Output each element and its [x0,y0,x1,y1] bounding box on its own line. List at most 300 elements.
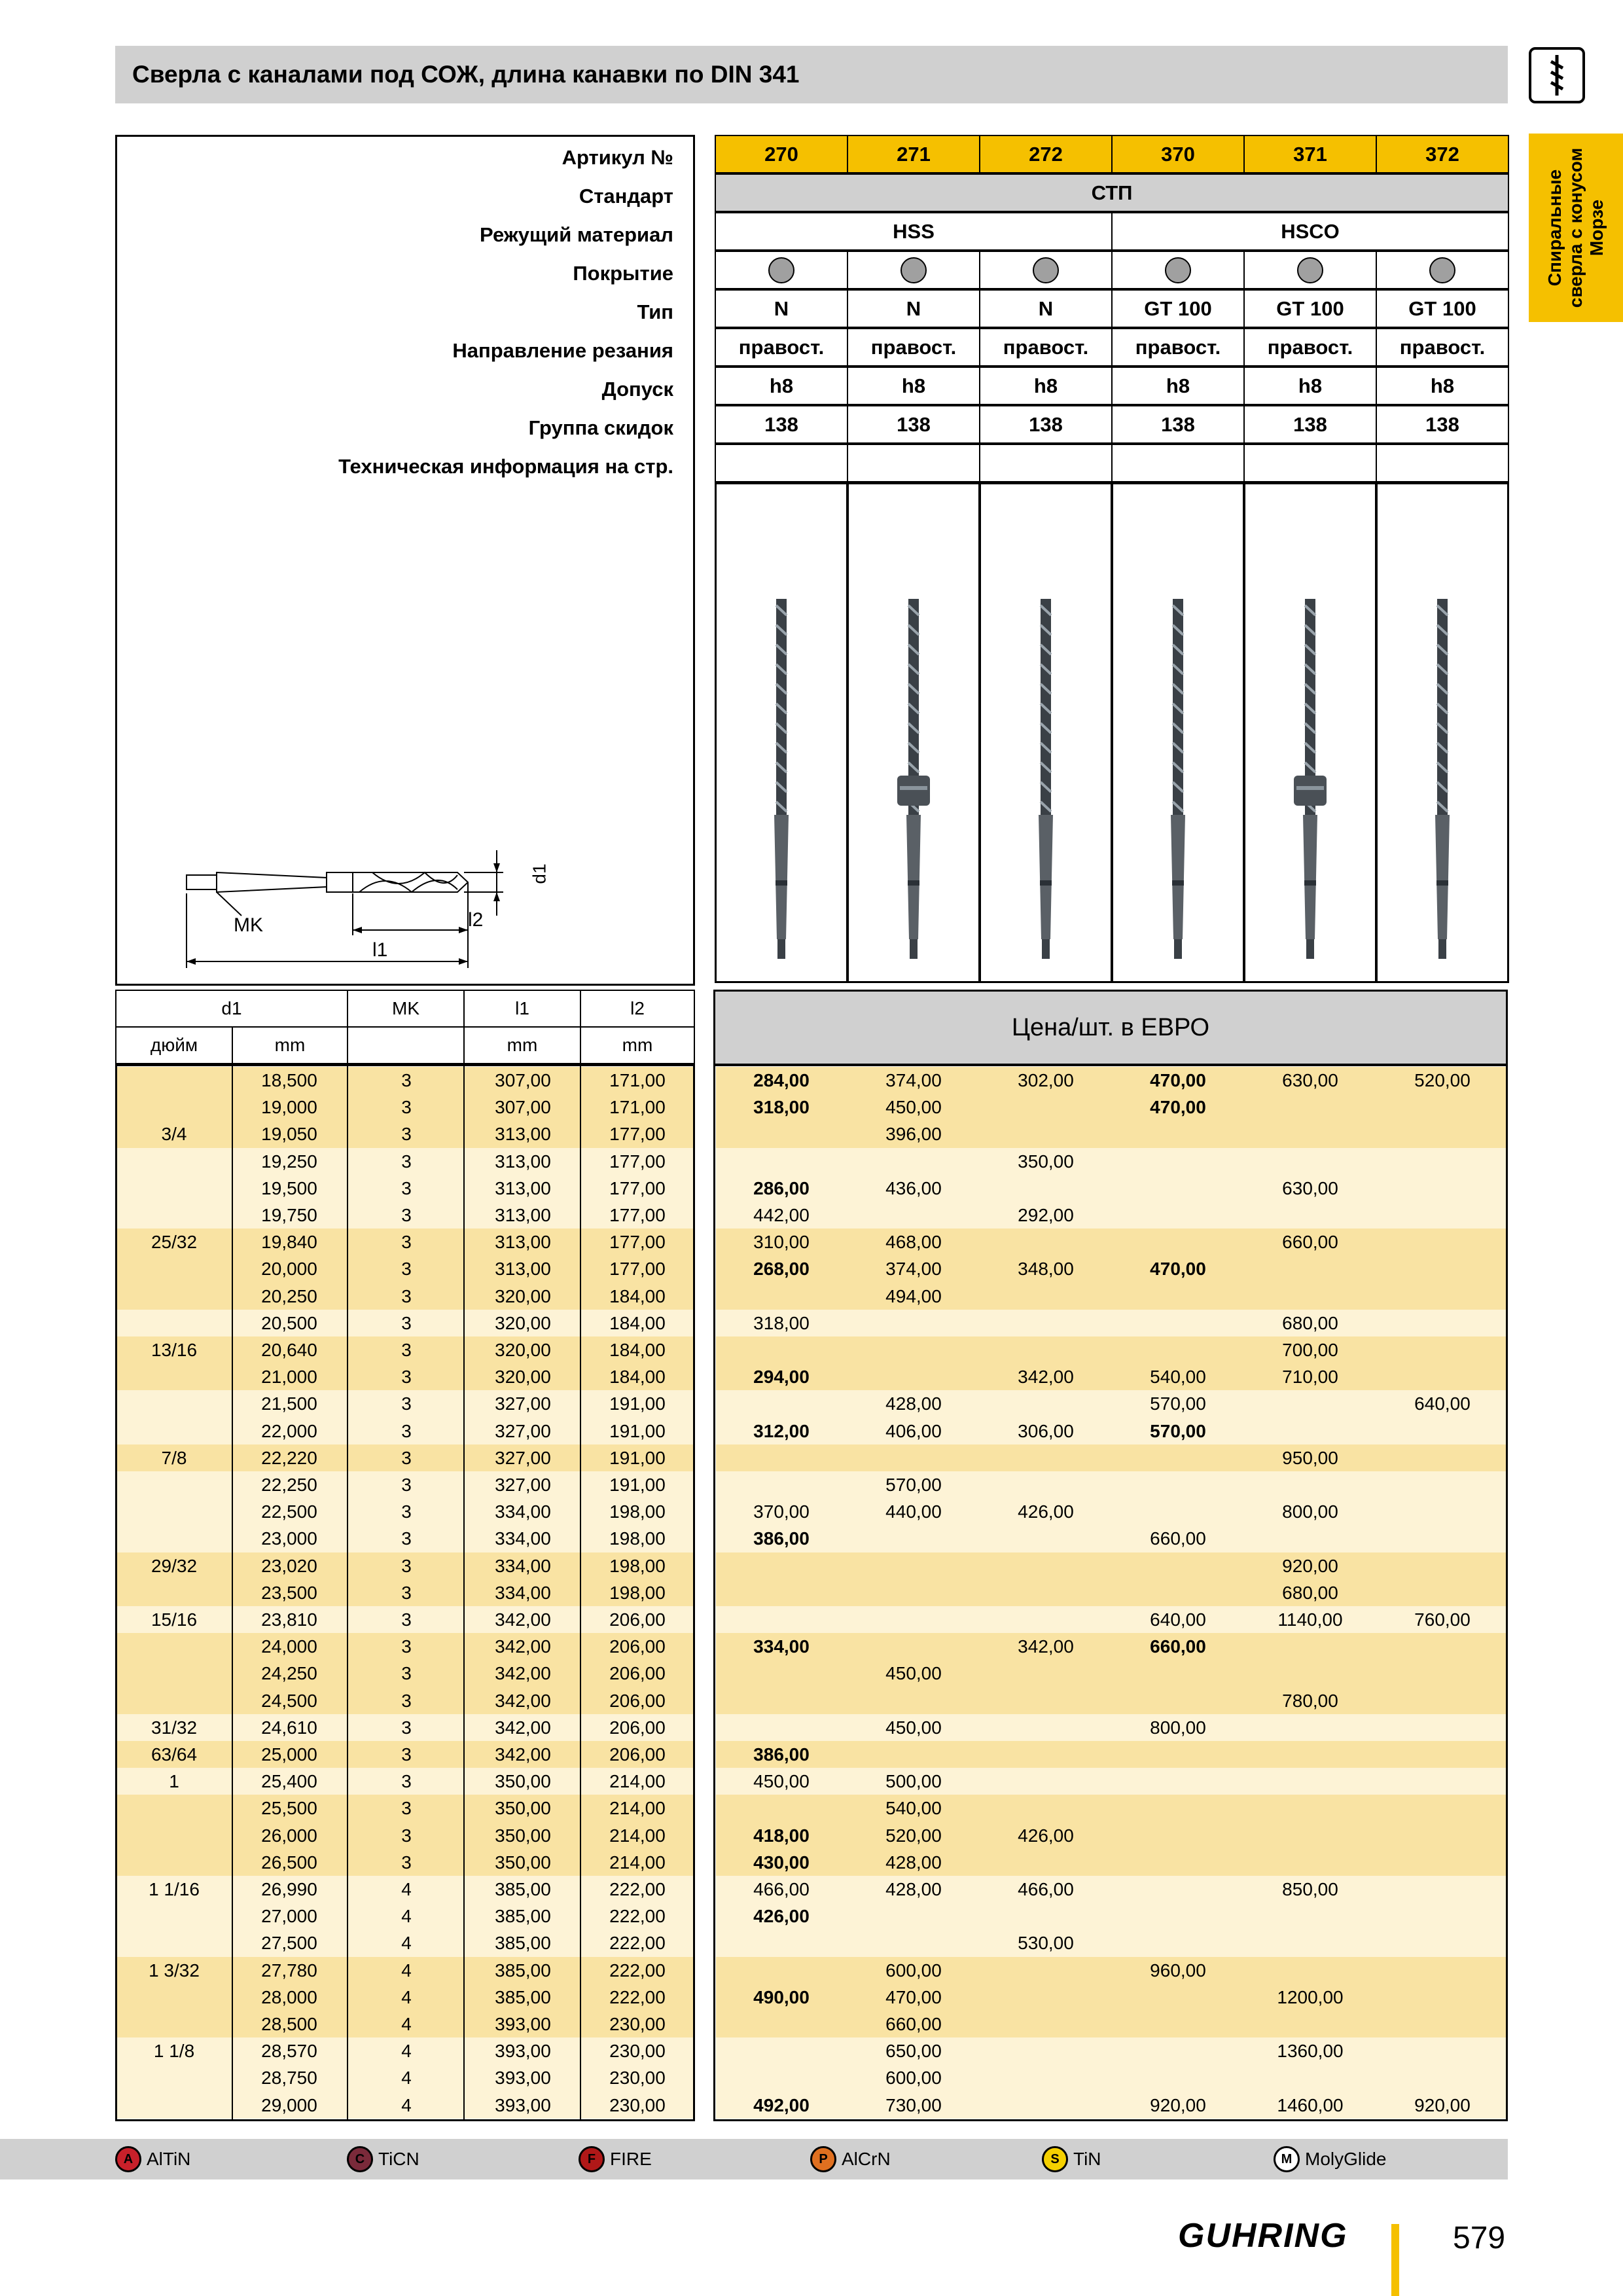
cell-l1: 313,00 [495,1205,551,1225]
price-cell[interactable]: 920,00 [1414,2094,1471,2115]
cell-d1: 20,250 [261,1285,317,1306]
price-cell[interactable]: 470,00 [1150,1259,1206,1280]
label-coating: Покрытие [573,262,673,285]
price-cell[interactable]: 500,00 [885,1771,942,1792]
price-cell[interactable]: 960,00 [1150,1960,1206,1981]
coating-uncoated-icon [768,257,794,283]
price-cell[interactable]: 760,00 [1414,1609,1471,1630]
price-cell[interactable]: 660,00 [1150,1528,1206,1549]
drill-picture-cell [979,482,1113,983]
price-cell[interactable]: 520,00 [1414,1070,1471,1090]
label-article: Артикул № [562,146,673,169]
drill-image [1023,599,1069,965]
cell-l1: 350,00 [495,1852,551,1873]
cell-l2: 198,00 [609,1528,666,1549]
cell-d1: 24,000 [261,1636,317,1657]
cell-d1: 24,500 [261,1690,317,1711]
discount-group-value: 138 [715,405,848,444]
column-divider [463,1064,465,2121]
direction-value: правост. [1243,328,1377,367]
price-cell[interactable]: 730,00 [885,2094,942,2115]
price-cell[interactable]: 268,00 [753,1259,810,1280]
price-cell[interactable]: 850,00 [1282,1879,1338,1899]
cell-mk: 3 [401,1420,412,1441]
cell-l2: 206,00 [609,1717,666,1738]
cell-l1: 307,00 [495,1070,551,1090]
coating-label: AlCrN [842,2149,891,2169]
type-value: N [715,289,848,328]
cell-l2: 191,00 [609,1475,666,1495]
cell-mk: 3 [401,1852,412,1873]
cell-l1: 385,00 [495,1933,551,1954]
tolerance-value: h8 [1111,367,1245,405]
tech-info-value[interactable] [1111,444,1245,482]
col-head-d1: d1 [115,990,348,1028]
cell-inch: 15/16 [151,1609,198,1630]
coating-cell [1243,251,1377,289]
price-cell[interactable]: 436,00 [885,1177,942,1198]
cell-mk: 3 [401,1744,412,1765]
drill-picture-cell [1111,482,1245,983]
price-cell[interactable]: 920,00 [1282,1555,1338,1576]
price-cell[interactable]: 660,00 [1150,1636,1206,1657]
price-cell[interactable]: 370,00 [753,1501,810,1522]
cell-d1: 22,000 [261,1420,317,1441]
cell-l2: 222,00 [609,1986,666,2007]
price-cell[interactable]: 600,00 [885,2068,942,2089]
price-cell[interactable]: 374,00 [885,1070,942,1090]
cell-l1: 320,00 [495,1285,551,1306]
direction-value: правост. [979,328,1113,367]
price-cell[interactable]: 396,00 [885,1124,942,1145]
cell-l2: 230,00 [609,2014,666,2034]
column-divider [232,1064,233,2121]
type-value: N [979,289,1113,328]
cell-l1: 385,00 [495,1906,551,1927]
page-number: 579 [1453,2221,1506,2255]
price-cell[interactable]: 570,00 [885,1475,942,1495]
price-cell[interactable]: 302,00 [1018,1070,1074,1090]
price-cell[interactable]: 342,00 [1018,1367,1074,1388]
cell-d1: 20,640 [261,1340,317,1360]
cell-l1: 334,00 [495,1582,551,1603]
brand-logo: GUHRING [1178,2217,1348,2255]
price-cell[interactable]: 428,00 [885,1393,942,1414]
coating-uncoated-icon [901,257,927,283]
cell-l1: 334,00 [495,1528,551,1549]
cell-d1: 27,500 [261,1933,317,1954]
price-cell[interactable]: 310,00 [753,1232,810,1253]
coating-ticn-icon: C [347,2146,373,2172]
coating-label: TiCN [378,2149,419,2169]
direction-value: правост. [715,328,848,367]
cell-mk: 3 [401,1070,412,1090]
price-cell[interactable]: 660,00 [885,2014,942,2034]
cell-mk: 3 [401,1690,412,1711]
diagram-label-mk: MK [234,914,263,936]
price-cell[interactable]: 520,00 [885,1825,942,1846]
cell-inch: 7/8 [161,1447,187,1468]
price-cell[interactable]: 466,00 [753,1879,810,1899]
cell-l1: 342,00 [495,1663,551,1684]
tech-info-value[interactable] [1243,444,1377,482]
cell-l2: 171,00 [609,1070,666,1090]
cell-l1: 313,00 [495,1177,551,1198]
price-cell[interactable]: 350,00 [1018,1151,1074,1172]
cell-l1: 342,00 [495,1744,551,1765]
cell-l2: 206,00 [609,1690,666,1711]
cell-l1: 342,00 [495,1717,551,1738]
price-cell[interactable]: 660,00 [1282,1232,1338,1253]
col-head-l2: l2 [580,990,695,1028]
cell-d1: 19,500 [261,1177,317,1198]
drill-dimension-drawing [176,844,647,975]
cell-mk: 3 [401,1124,412,1145]
type-value: N [847,289,980,328]
cell-mk: 3 [401,1232,412,1253]
tolerance-value: h8 [1243,367,1377,405]
coating-label: MolyGlide [1305,2149,1387,2169]
cell-l1: 327,00 [495,1447,551,1468]
side-tab-line1: Спиральные [1544,169,1565,287]
cell-d1: 23,500 [261,1582,317,1603]
cell-l2: 177,00 [609,1151,666,1172]
price-cell[interactable]: 700,00 [1282,1340,1338,1360]
price-cell[interactable]: 386,00 [753,1528,810,1549]
cell-l1: 313,00 [495,1232,551,1253]
side-tab-line3: Морзе [1586,199,1607,257]
price-cell[interactable]: 470,00 [1150,1097,1206,1118]
cell-l2: 230,00 [609,2094,666,2115]
coating-cell [847,251,980,289]
article-number[interactable]: 370 [1111,135,1245,173]
coating-uncoated-icon [1033,257,1059,283]
material-hsco: HSCO [1111,212,1509,251]
cell-l2: 214,00 [609,1825,666,1846]
cell-d1: 23,810 [261,1609,317,1630]
price-cell[interactable]: 494,00 [885,1285,942,1306]
cell-d1: 23,020 [261,1555,317,1576]
cell-d1: 19,000 [261,1097,317,1118]
price-cell[interactable]: 284,00 [753,1070,810,1090]
cell-mk: 3 [401,1097,412,1118]
cell-l2: 184,00 [609,1340,666,1360]
price-cell[interactable]: 406,00 [885,1420,942,1441]
price-cell[interactable]: 318,00 [753,1097,810,1118]
coating-cell [1376,251,1509,289]
cell-d1: 26,500 [261,1852,317,1873]
price-cell[interactable]: 540,00 [885,1798,942,1819]
cell-mk: 4 [401,1960,412,1981]
price-cell[interactable]: 530,00 [1018,1933,1074,1954]
tech-info-value[interactable] [1376,444,1509,482]
cell-inch: 1 1/16 [149,1879,200,1899]
label-tolerance: Допуск [601,378,673,401]
cell-l1: 350,00 [495,1825,551,1846]
cell-d1: 28,000 [261,1986,317,2007]
cell-d1: 28,570 [261,2041,317,2062]
coating-uncoated-icon [1165,257,1191,283]
cell-d1: 20,500 [261,1312,317,1333]
cell-d1: 27,780 [261,1960,317,1981]
article-number[interactable]: 272 [979,135,1113,173]
footer-accent-bar [1391,2224,1399,2296]
price-cell[interactable]: 450,00 [885,1097,942,1118]
cell-l2: 230,00 [609,2041,666,2062]
cell-d1: 29,000 [261,2094,317,2115]
price-cell[interactable]: 600,00 [885,1960,942,1981]
coating-legend-item [579,2139,652,2179]
cell-mk: 3 [401,1501,412,1522]
price-cell[interactable]: 640,00 [1150,1609,1206,1630]
price-cell[interactable]: 440,00 [885,1501,942,1522]
article-number[interactable]: 271 [847,135,980,173]
cell-l2: 184,00 [609,1285,666,1306]
cell-d1: 19,050 [261,1124,317,1145]
price-cell[interactable]: 312,00 [753,1420,810,1441]
cell-l2: 230,00 [609,2068,666,2089]
price-header: Цена/шт. в ЕВРО [713,990,1508,1066]
cell-l1: 393,00 [495,2041,551,2062]
price-cell[interactable]: 630,00 [1282,1070,1338,1090]
cell-mk: 4 [401,2094,412,2115]
cell-l1: 307,00 [495,1097,551,1118]
category-side-tab[interactable] [1529,134,1623,322]
price-cell[interactable]: 540,00 [1150,1367,1206,1388]
price-cell[interactable]: 920,00 [1150,2094,1206,2115]
coating-legend-item [115,2139,190,2179]
cell-mk: 3 [401,1798,412,1819]
cell-l1: 393,00 [495,2068,551,2089]
cell-inch: 31/32 [151,1717,198,1738]
diagram-label-l2: l2 [468,909,484,931]
price-cell[interactable]: 286,00 [753,1177,810,1198]
cell-mk: 3 [401,1367,412,1388]
price-cell[interactable]: 470,00 [885,1986,942,2007]
price-cell[interactable]: 630,00 [1282,1177,1338,1198]
cell-l2: 222,00 [609,1933,666,1954]
price-cell[interactable]: 348,00 [1018,1259,1074,1280]
article-number[interactable]: 270 [715,135,848,173]
material-hss: HSS [715,212,1113,251]
coating-legend-item [1274,2139,1386,2179]
price-cell[interactable]: 466,00 [1018,1879,1074,1899]
cell-l2: 177,00 [609,1232,666,1253]
cell-d1: 26,000 [261,1825,317,1846]
cell-l1: 385,00 [495,1986,551,2007]
label-tech-info: Техническая информация на стр. [338,455,673,478]
tolerance-value: h8 [979,367,1113,405]
cell-mk: 3 [401,1312,412,1333]
cell-mk: 4 [401,2068,412,2089]
standard-value: СТП [715,173,1509,212]
tech-info-value[interactable] [979,444,1113,482]
coating-legend-item [1042,2139,1101,2179]
cell-l1: 350,00 [495,1771,551,1792]
price-cell[interactable]: 430,00 [753,1852,810,1873]
cell-l1: 342,00 [495,1690,551,1711]
price-cell[interactable]: 490,00 [753,1986,810,2007]
cell-mk: 3 [401,1609,412,1630]
cell-l1: 350,00 [495,1798,551,1819]
cell-inch: 1 [169,1771,179,1792]
discount-group-value: 138 [847,405,980,444]
cell-d1: 19,250 [261,1151,317,1172]
coating-alcrn-icon: P [810,2146,836,2172]
col-unit-inch: дюйм [115,1026,233,1064]
discount-group-value: 138 [1376,405,1509,444]
tolerance-value: h8 [1376,367,1509,405]
cell-d1: 27,000 [261,1906,317,1927]
side-tab-line2: сверла с конусом [1565,147,1586,308]
coating-fire-icon: F [579,2146,605,2172]
price-cell[interactable]: 426,00 [1018,1501,1074,1522]
price-cell[interactable]: 442,00 [753,1205,810,1225]
price-cell[interactable]: 650,00 [885,2041,942,2062]
cell-d1: 25,000 [261,1744,317,1765]
type-value: GT 100 [1243,289,1377,328]
cell-mk: 3 [401,1285,412,1306]
drill-picture-cell [847,482,980,983]
spec-table-frame [115,1064,695,2121]
cell-mk: 3 [401,1636,412,1657]
coating-legend-item [810,2139,891,2179]
price-cell[interactable]: 570,00 [1150,1420,1206,1441]
cell-d1: 28,750 [261,2068,317,2089]
cell-mk: 3 [401,1717,412,1738]
price-cell[interactable]: 640,00 [1414,1393,1471,1414]
col-unit-mm-l1: mm [463,1026,581,1064]
price-cell[interactable]: 450,00 [753,1771,810,1792]
price-cell[interactable]: 386,00 [753,1744,810,1765]
price-cell[interactable]: 1140,00 [1277,1609,1343,1630]
cell-d1: 25,500 [261,1798,317,1819]
cell-mk: 3 [401,1340,412,1360]
cell-mk: 3 [401,1475,412,1495]
cell-d1: 19,840 [261,1232,317,1253]
cell-l2: 206,00 [609,1636,666,1657]
col-unit-mm-d1: mm [232,1026,348,1064]
cell-mk: 4 [401,1933,412,1954]
price-cell[interactable]: 680,00 [1282,1312,1338,1333]
price-cell[interactable]: 450,00 [885,1663,942,1684]
article-number[interactable]: 371 [1243,135,1377,173]
direction-value: правост. [847,328,980,367]
price-cell[interactable]: 428,00 [885,1879,942,1899]
article-number[interactable]: 372 [1376,135,1509,173]
property-labels-box [115,135,695,986]
coating-legend-item [347,2139,419,2179]
price-cell[interactable]: 470,00 [1150,1070,1206,1090]
price-cell[interactable]: 680,00 [1282,1582,1338,1603]
price-cell[interactable]: 294,00 [753,1367,810,1388]
cell-inch: 25/32 [151,1232,198,1253]
drill-picture-cell [1376,482,1509,983]
coating-altin-icon: A [115,2146,141,2172]
cell-mk: 3 [401,1177,412,1198]
discount-group-value: 138 [1243,405,1377,444]
price-cell[interactable]: 418,00 [753,1825,810,1846]
tech-info-value[interactable] [847,444,980,482]
tech-info-value[interactable] [715,444,848,482]
cell-d1: 24,610 [261,1717,317,1738]
cell-d1: 18,500 [261,1070,317,1090]
label-discount: Группа скидок [528,416,673,439]
price-cell[interactable]: 950,00 [1282,1447,1338,1468]
price-cell[interactable]: 450,00 [885,1717,942,1738]
cell-mk: 3 [401,1771,412,1792]
coating-legend [0,2139,1508,2179]
cell-l1: 327,00 [495,1393,551,1414]
cell-l2: 206,00 [609,1663,666,1684]
coating-label: TiN [1073,2149,1101,2169]
price-cell[interactable]: 426,00 [1018,1825,1074,1846]
cell-inch: 3/4 [161,1124,187,1145]
cell-l2: 222,00 [609,1960,666,1981]
diagram-label-l1: l1 [372,939,388,961]
coating-cell [1111,251,1245,289]
cell-l2: 198,00 [609,1555,666,1576]
coating-molyglide-icon: M [1274,2146,1300,2172]
cell-l1: 334,00 [495,1501,551,1522]
price-cell[interactable]: 492,00 [753,2094,810,2115]
cell-l2: 191,00 [609,1393,666,1414]
price-cell[interactable]: 318,00 [753,1312,810,1333]
cell-l1: 313,00 [495,1259,551,1280]
cell-mk: 4 [401,2041,412,2062]
cell-mk: 3 [401,1447,412,1468]
cell-l2: 191,00 [609,1420,666,1441]
price-cell[interactable]: 570,00 [1150,1393,1206,1414]
price-cell[interactable]: 342,00 [1018,1636,1074,1657]
cell-l1: 327,00 [495,1475,551,1495]
cell-l1: 385,00 [495,1960,551,1981]
price-cell[interactable]: 292,00 [1018,1205,1074,1225]
cell-l2: 184,00 [609,1367,666,1388]
price-cell[interactable]: 1360,00 [1277,2041,1344,2062]
drill-image [758,599,804,965]
price-cell[interactable]: 428,00 [885,1852,942,1873]
drill-category-icon [1527,46,1586,105]
cell-d1: 25,400 [261,1771,317,1792]
tolerance-value: h8 [847,367,980,405]
cell-mk: 3 [401,1528,412,1549]
price-cell[interactable]: 468,00 [885,1232,942,1253]
cell-mk: 4 [401,1986,412,2007]
price-cell[interactable]: 426,00 [753,1906,810,1927]
cell-l2: 198,00 [609,1501,666,1522]
cell-l2: 177,00 [609,1177,666,1198]
coating-label: AlTiN [147,2149,191,2169]
cell-l2: 177,00 [609,1259,666,1280]
cell-mk: 3 [401,1205,412,1225]
price-cell[interactable]: 1460,00 [1277,2094,1344,2115]
price-cell[interactable]: 374,00 [885,1259,942,1280]
cell-l2: 206,00 [609,1744,666,1765]
drill-picture-cell [715,482,848,983]
price-cell[interactable]: 334,00 [753,1636,810,1657]
price-cell[interactable]: 800,00 [1282,1501,1338,1522]
cell-l2: 191,00 [609,1447,666,1468]
price-cell[interactable]: 800,00 [1150,1717,1206,1738]
price-cell[interactable]: 306,00 [1018,1420,1074,1441]
price-cell[interactable]: 710,00 [1282,1367,1338,1388]
price-cell[interactable]: 780,00 [1282,1690,1338,1711]
cell-l2: 214,00 [609,1798,666,1819]
drill-image [1419,599,1465,965]
cell-l1: 385,00 [495,1879,551,1899]
price-cell[interactable]: 1200,00 [1277,1986,1344,2007]
